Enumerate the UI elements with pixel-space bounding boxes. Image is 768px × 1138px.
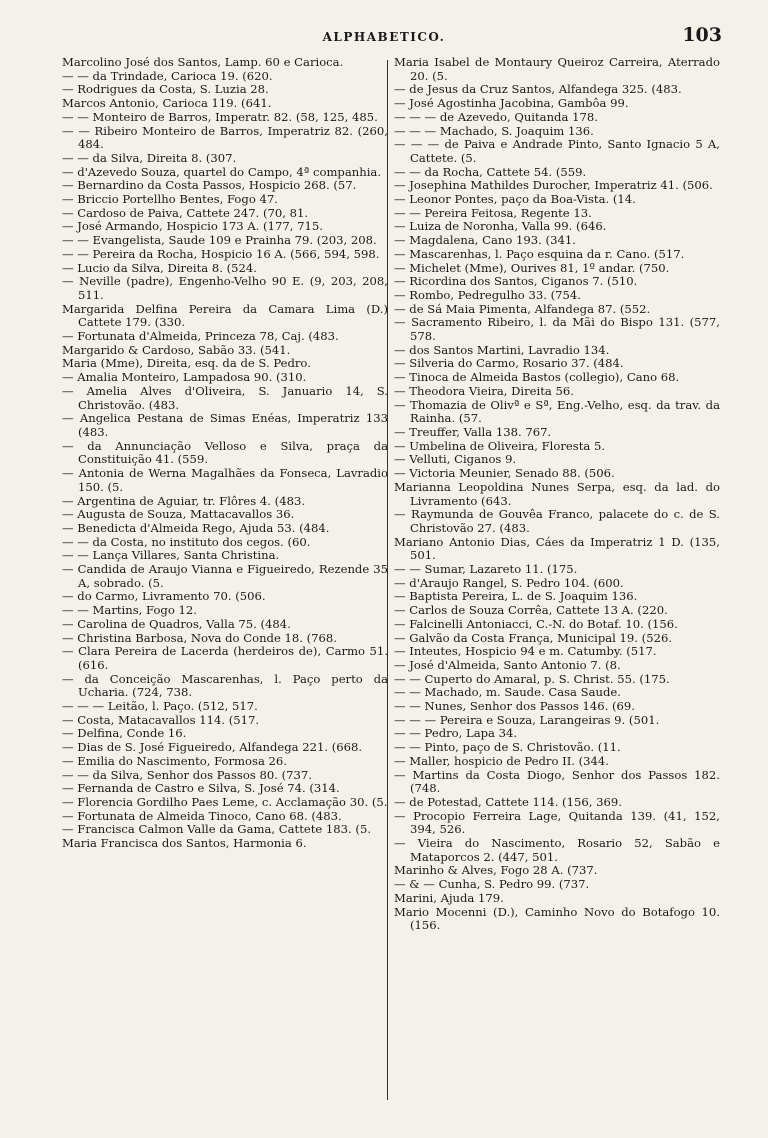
directory-entry: — Procopio Ferreira Lage, Quitanda 139. (41, 152, 394, 526. (394, 808, 720, 837)
directory-entry: Maria (Mme), Direita, esq. da de S. Pedro. (62, 356, 311, 371)
directory-entry: — — da Silva, Senhor dos Passos 80. (737. (62, 767, 312, 782)
directory-entry: — Victoria Meunier, Senado 88. (506. (394, 466, 615, 481)
directory-entry: — Treuffer, Valla 138. 767. (394, 424, 552, 439)
directory-entry: — Carlos de Souza Corrêa, Cattete 13 A. (220. (394, 603, 668, 618)
directory-entry: — Candida de Araujo Vianna e Figueiredo, Rezende 35 A, sobrado. (5. (62, 562, 388, 590)
directory-entry: — Briccio Portellho Bentes, Fogo 47. (62, 192, 278, 207)
directory-entry: — Magdalena, Cano 193. (341. (394, 233, 576, 248)
directory-entry: — Velluti, Ciganos 9. (394, 452, 517, 467)
directory-entry: Margarido & Cardoso, Sabão 33. (541. (62, 342, 291, 357)
directory-entry: — Dias de S. José Figueiredo, Alfandega 221. (668. (62, 740, 363, 755)
directory-entry: — Maller, hospicio de Pedro II. (344. (394, 753, 609, 768)
directory-entry: — Tinoca de Almeida Bastos (collegio), Cano 68. (394, 370, 680, 385)
directory-entry: — dos Santos Martini, Lavradio 134. (394, 342, 610, 357)
directory-entry: — Baptista Pereira, L. de S. Joaquim 136. (394, 589, 638, 604)
directory-entry: — — Pedro, Lapa 34. (394, 726, 518, 741)
directory-entry: — Cardoso de Paiva, Cattete 247. (70, 81. (62, 205, 309, 220)
directory-entry: — — — Machado, S. Joaquim 136. (394, 123, 594, 138)
directory-entry: — Galvão da Costa França, Municipal 19. (526. (394, 630, 673, 645)
directory-entry: — Antonia de Werna Magalhães da Fonseca, Lavradio 150. (5. (62, 466, 388, 494)
directory-entry: Marinho & Alves, Fogo 28 A. (737. (394, 863, 598, 878)
directory-entry: — Amalia Monteiro, Lampadosa 90. (310. (62, 370, 307, 385)
directory-entry: — — da Rocha, Cattete 54. (559. (394, 164, 587, 179)
directory-entry: — Thomazia de Olivª e Sª, Eng.-Velho, esq. da trav. da Rainha. (57. (394, 397, 720, 426)
directory-entry: — Amelia Alves d'Oliveira, S. Januario 14, S. Christovão. (483. (62, 383, 388, 412)
directory-entry: — — Ribeiro Monteiro de Barros, Imperatriz 82. (260, 484. (62, 123, 388, 152)
directory-entry: — Leonor Pontes, paço da Boa-Vista. (14. (394, 192, 636, 207)
directory-entry: — Florencia Gordilho Paes Leme, c. Acclamação 30. (5. (62, 794, 388, 809)
directory-entry: — — Pereira da Rocha, Hospicio 16 A. (566, 594, 598. (62, 246, 380, 261)
directory-entry: — Rodrigues da Costa, S. Luzia 28. (62, 82, 269, 97)
directory-entry: — d'Azevedo Souza, quartel do Campo, 4ª companhia. (62, 164, 382, 179)
directory-entry: — Augusta de Souza, Mattacavallos 36. (62, 507, 295, 522)
directory-entry: Marini, Ajuda 179. (394, 890, 504, 905)
directory-entry: — — — de Paiva e Andrade Pinto, Santo Ignacio 5 A, Cattete. (5. (394, 137, 720, 165)
directory-entry: — Benedicta d'Almeida Rego, Ajuda 53. (484. (62, 520, 330, 535)
directory-entry: — — da Silva, Direita 8. (307. (62, 150, 237, 165)
directory-entry: — Rombo, Pedregulho 33. (754. (394, 287, 581, 302)
running-title: ALPHABETICO. (322, 30, 446, 44)
directory-entry: — Fortunata de Almeida Tinoco, Cano 68. (483. (62, 808, 342, 823)
directory-entry: — José Agostinha Jacobina, Gambôa 99. (394, 96, 629, 111)
directory-entry: — — Pinto, paço de S. Christovão. (11. (394, 740, 621, 755)
directory-entry: — Theodora Vieira, Direita 56. (394, 383, 574, 398)
directory-entry: — — — Leitão, l. Paço. (512, 517. (62, 699, 258, 714)
directory-entry: — — Sumar, Lazareto 11. (175. (394, 562, 578, 577)
directory-entry: — de Sá Maia Pimenta, Alfandega 87. (552. (394, 301, 651, 316)
directory-entry: Maria Francisca dos Santos, Harmonia 6. (62, 836, 307, 851)
directory-entry: — Raymunda de Gouvêa Franco, palacete do c. de S. Christovão 27. (483. (394, 507, 720, 535)
directory-entry: — José d'Almeida, Santo Antonio 7. (8. (394, 657, 621, 672)
left-column (62, 56, 388, 851)
directory-entry: — — da Trindade, Carioca 19. (620. (62, 68, 273, 83)
directory-entry: — — Pereira Feitosa, Regente 13. (394, 205, 592, 220)
directory-entry: — da Annunciação Velloso e Silva, praça da Constituição 41. (559. (62, 438, 388, 467)
directory-entry: — & — Cunha, S. Pedro 99. (737. (394, 877, 590, 892)
page-number: 103 (682, 24, 722, 46)
column-divider (387, 60, 388, 1100)
directory-entry: — da Conceição Mascarenhas, l. Paço perto da Ucharia. (724, 738. (62, 671, 388, 700)
directory-entry: — — Martins, Fogo 12. (62, 603, 197, 618)
directory-entry: — Bernardino da Costa Passos, Hospicio 268. (57. (62, 178, 357, 193)
directory-entry: — Fortunata d'Almeida, Princeza 78, Caj. (483. (62, 329, 339, 344)
directory-entry: — — — de Azevedo, Quitanda 178. (394, 109, 598, 124)
directory-entry: Marcolino José dos Santos, Lamp. 60 e Carioca. (62, 55, 344, 69)
directory-entry: — — da Costa, no instituto dos cegos. (60. (62, 534, 311, 549)
directory-entry: — — — Pereira e Souza, Larangeiras 9. (501. (394, 712, 660, 727)
directory-entry: — Martins da Costa Diogo, Senhor dos Passos 182. (748. (394, 767, 720, 796)
directory-entry: — Emilia do Nascimento, Formosa 26. (62, 753, 287, 768)
directory-entry: — Lucio da Silva, Direita 8. (524. (62, 260, 257, 275)
directory-entry: — Ricordina dos Santos, Ciganos 7. (510. (394, 274, 638, 289)
right-column (394, 56, 720, 933)
directory-entry: — Umbelina de Oliveira, Floresta 5. (394, 438, 606, 453)
directory-entry: — Fernanda de Castro e Silva, S. José 74. (314. (62, 781, 340, 796)
directory-entry: — José Armando, Hospicio 173 A. (177, 715. (62, 219, 323, 234)
directory-entry: — — Machado, m. Saude. Casa Saude. (394, 685, 621, 700)
directory-entry: — Carolina de Quadros, Valla 75. (484. (62, 616, 291, 631)
directory-entry: — Argentina de Aguiar, tr. Flôres 4. (483. (62, 493, 306, 508)
directory-entry: — — Evangelista, Saude 109 e Prainha 79. (203, 208. (62, 233, 377, 248)
directory-entry: — — Cuperto do Amaral, p. S. Christ. 55. (175. (394, 671, 670, 686)
directory-entry: — Silveria do Carmo, Rosario 37. (484. (394, 356, 624, 371)
directory-entry: — Falcinelli Antoniacci, C.-N. do Botaf. 10. (156. (394, 616, 678, 631)
directory-entry: Mariano Antonio Dias, Cáes da Imperatriz 1 D. (135, 501. (394, 534, 720, 563)
directory-entry: Marcos Antonio, Carioca 119. (641. (62, 96, 272, 111)
page-header (40, 24, 728, 54)
directory-entry: — Angelica Pestana de Simas Enéas, Imperatriz 133 (483. (62, 411, 388, 439)
directory-entry: — do Carmo, Livramento 70. (506. (62, 589, 266, 604)
directory-entry: Maria Isabel de Montaury Queiroz Carreira, Aterrado 20. (5. (394, 55, 720, 83)
directory-entry: Margarida Delfina Pereira da Camara Lima (D.) Cattete 179. (330. (62, 301, 388, 330)
directory-entry: — Michelet (Mme), Ourives 81, 1º andar. (750. (394, 260, 670, 275)
directory-entry: — d'Araujo Rangel, S. Pedro 104. (600. (394, 575, 624, 590)
directory-entry: — de Jesus da Cruz Santos, Alfandega 325. (483. (394, 82, 682, 97)
directory-entry: — Mascarenhas, l. Paço esquina da r. Cano. (517. (394, 246, 685, 261)
directory-entry: — Costa, Matacavallos 114. (517. (62, 712, 260, 727)
directory-entry: — Christina Barbosa, Nova do Conde 18. (768. (62, 630, 337, 645)
directory-entry: — Clara Pereira de Lacerda (herdeiros de), Carmo 51. (616. (62, 644, 388, 672)
directory-entry: — Neville (padre), Engenho-Velho 90 E. (9, 203, 208, 511. (62, 274, 388, 302)
directory-entry: — — Nunes, Senhor dos Passos 146. (69. (394, 699, 635, 714)
directory-entry: — — Lança Villares, Santa Christina. (62, 548, 280, 563)
directory-entry: — — Monteiro de Barros, Imperatr. 82. (58, 125, 485. (62, 109, 378, 124)
directory-entry: — Francisca Calmon Valle da Gama, Cattete 183. (5. (62, 822, 372, 837)
directory-entry: — Sacramento Ribeiro, l. da Mãi do Bispo 131. (577, 578. (394, 315, 720, 344)
directory-entry: — de Potestad, Cattete 114. (156, 369. (394, 794, 622, 809)
directory-entry: — Vieira do Nascimento, Rosario 52, Sabão e Mataporcos 2. (447, 501. (394, 836, 720, 864)
directory-entry: — Delfina, Conde 16. (62, 726, 187, 741)
directory-entry: — Josephina Mathildes Durocher, Imperatriz 41. (506. (394, 178, 713, 193)
directory-entry: — Luiza de Noronha, Valla 99. (646. (394, 219, 607, 234)
directory-entry: — Inteutes, Hospicio 94 e m. Catumby. (517. (394, 644, 657, 659)
directory-entry: Marianna Leopoldina Nunes Serpa, esq. da lad. do Livramento (643. (394, 479, 720, 508)
directory-entry: Mario Mocenni (D.), Caminho Novo do Botafogo 10. (156. (394, 904, 720, 933)
